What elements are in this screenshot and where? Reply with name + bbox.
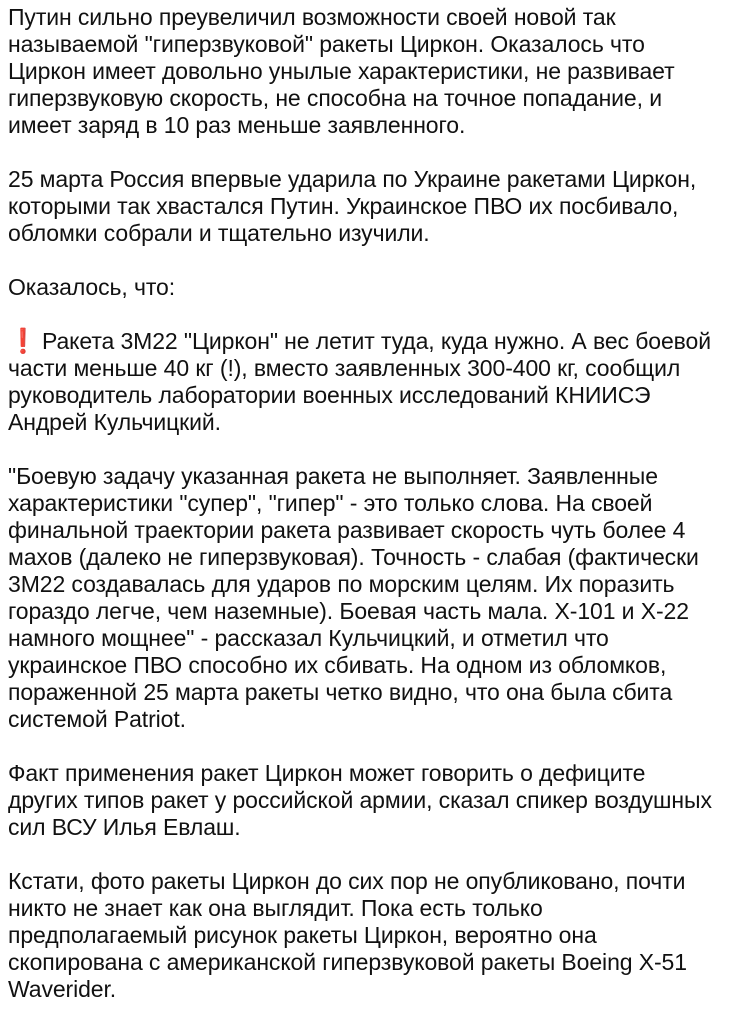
paragraph-gap [8,247,743,274]
text-line: скопирована с американской гиперзвуковой ракеты Boeing X-51 [8,949,687,975]
text-line: 25 марта Россия впервые ударила по Украине ракетами Циркон, [8,166,697,192]
text-line: сил ВСУ Илья Евлаш. [8,814,241,840]
text-line: характеристики "супер", "гипер" - это только слова. На своей [8,490,653,516]
paragraph-gap [8,436,743,463]
text-line: системой Patriot. [8,706,186,732]
paragraph-gap [8,139,743,166]
paragraph-warhead [8,328,743,436]
text-line: махов (далеко не гиперзвуковая). Точность - слабая (фактически [8,544,699,570]
text-line: гиперзвуковую скорость, не способна на точное попадание, и [8,85,662,111]
text-line-content: Ракета 3М22 "Циркон" не летит туда, куда нужно. А вес боевой [42,328,711,354]
text-line: которыми так хвастался Путин. Украинское ПВО их посбивало, [8,193,679,219]
text-line: обломки собрали и тщательно изучили. [8,220,430,246]
paragraph-intro [8,4,743,139]
text-line: Циркон имеет довольно унылые характеристики, не развивает [8,58,675,84]
paragraph-photo [8,868,743,1003]
text-line: других типов ракет у российской армии, сказал спикер воздушных [8,787,712,813]
text-line: пораженной 25 марта ракеты четко видно, что она была сбита [8,679,673,705]
text-line: Путин сильно преувеличил возможности своей новой так [8,4,616,30]
text-line: гораздо легче, чем наземные). Боевая часть мала. Х-101 и Х-22 [8,598,689,624]
paragraph-gap [8,841,743,868]
text-line: руководитель лаборатории военных исследований КНИИСЭ [8,382,651,408]
text-line: Оказалось, что: [8,274,176,300]
text-line: 3М22 создавалась для ударов по морским целям. Их поразить [8,571,675,597]
paragraph-deficit [8,760,743,841]
exclamation-mark-icon: ❗ [8,328,38,355]
text-line: финальной траектории ракета развивает скорость чуть более 4 [8,517,686,543]
text-line: части меньше 40 кг (!), вместо заявленных 300-400 кг, сообщил [8,355,681,381]
text-line: называемой "гиперзвуковой" ракеты Циркон. Оказалось что [8,31,645,57]
text-line: Андрей Кульчицкий. [8,409,221,435]
text-line [8,328,743,355]
paragraph-gap [8,301,743,328]
paragraph-result-heading [8,274,743,301]
text-line: Факт применения ракет Циркон может говорить о дефиците [8,760,646,786]
text-line: "Боевую задачу указанная ракета не выполняет. Заявленные [8,463,658,489]
paragraph-gap [8,733,743,760]
text-line: намного мощнее" - рассказал Кульчицкий, и отметил что [8,625,609,651]
text-line: украинское ПВО способно их сбивать. На одном из обломков, [8,652,667,678]
paragraph-strike [8,166,743,247]
text-line: предполагаемый рисунок ракеты Циркон, вероятно она [8,922,597,948]
paragraph-quote [8,463,743,733]
text-line: никто не знает как она выглядит. Пока есть только [8,895,543,921]
text-line: Waverider. [8,976,117,1002]
text-line: Кстати, фото ракеты Циркон до сих пор не опубликовано, почти [8,868,686,894]
text-line: имеет заряд в 10 раз меньше заявленного. [8,112,466,138]
